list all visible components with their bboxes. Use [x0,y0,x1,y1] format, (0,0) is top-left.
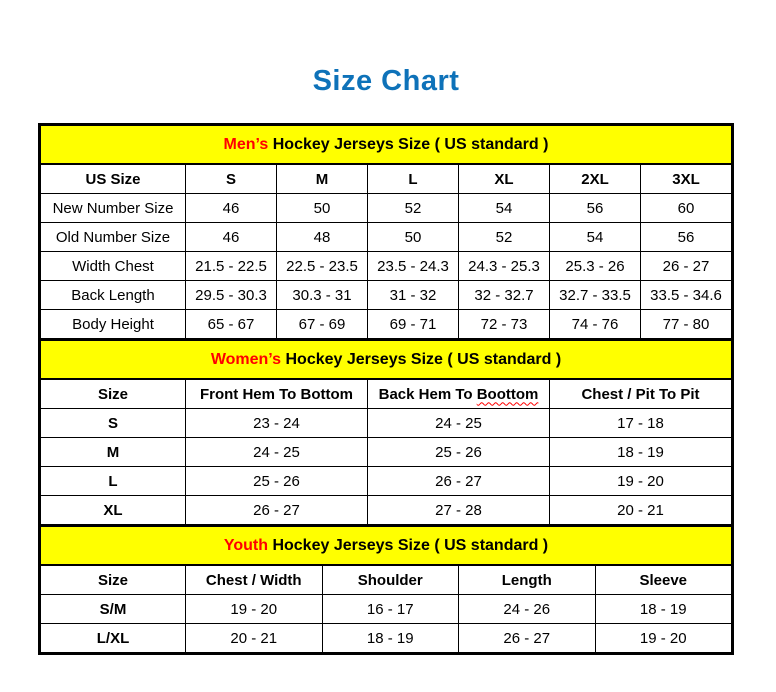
row-label-cell: Width Chest [41,252,186,281]
column-header-cell: S [186,164,277,194]
value-cell: 50 [368,223,459,252]
value-cell: 19 - 20 [550,467,732,496]
mens-band-text: Hockey Jerseys Size ( US standard ) [272,135,549,153]
table-row [41,438,732,467]
column-header-cell: XL [459,164,550,194]
row-label-cell: L [41,467,186,496]
header-text: Back Hem To [378,385,477,403]
value-cell: 24.3 - 25.3 [459,252,550,281]
womens-section-band [41,340,732,379]
row-label-cell: Old Number Size [41,223,186,252]
value-cell: 50 [277,194,368,223]
table-row [41,223,732,252]
value-cell: 23.5 - 24.3 [368,252,459,281]
table-row [41,310,732,339]
value-cell: 25 - 26 [368,438,550,467]
mens-section-band [41,126,732,165]
womens-band-text: Hockey Jerseys Size ( US standard ) [285,350,562,368]
womens-size-table [40,339,732,525]
row-label-cell: Body Height [41,310,186,339]
value-cell: 67 - 69 [277,310,368,339]
value-cell: 20 - 21 [550,496,732,525]
value-cell: 32.7 - 33.5 [550,281,641,310]
value-cell: 26 - 27 [641,252,732,281]
womens-band-cell [41,340,732,379]
column-header-cell: L [368,164,459,194]
column-header-cell: Size [41,565,186,595]
value-cell: 77 - 80 [641,310,732,339]
value-cell: 25 - 26 [186,467,368,496]
value-cell: 48 [277,223,368,252]
value-cell: 65 - 67 [186,310,277,339]
column-header-cell: 3XL [641,164,732,194]
value-cell: 74 - 76 [550,310,641,339]
value-cell: 46 [186,223,277,252]
value-cell: 24 - 25 [368,409,550,438]
column-header-cell: Chest / Width [186,565,323,595]
youth-band-text: Hockey Jerseys Size ( US standard ) [272,536,549,554]
row-label-cell: M [41,438,186,467]
value-cell: 33.5 - 34.6 [641,281,732,310]
value-cell: 16 - 17 [322,595,459,624]
youth-header-row [41,565,732,595]
value-cell: 25.3 - 26 [550,252,641,281]
column-header-cell: US Size [41,164,186,194]
mens-band-highlight: Men’s [223,135,269,153]
value-cell: 20 - 21 [186,624,323,653]
row-label-cell: New Number Size [41,194,186,223]
value-cell: 72 - 73 [459,310,550,339]
table-row [41,281,732,310]
column-header-cell: M [277,164,368,194]
table-row [41,409,732,438]
value-cell: 17 - 18 [550,409,732,438]
column-header-cell-misspelled [368,379,550,409]
value-cell: 52 [368,194,459,223]
value-cell: 69 - 71 [368,310,459,339]
value-cell: 19 - 20 [186,595,323,624]
value-cell: 18 - 19 [322,624,459,653]
row-label-cell: XL [41,496,186,525]
value-cell: 26 - 27 [186,496,368,525]
value-cell: 56 [641,223,732,252]
table-row [41,624,732,653]
value-cell: 23 - 24 [186,409,368,438]
womens-band-highlight: Women’s [210,350,282,368]
table-row [41,595,732,624]
youth-size-table [40,525,732,653]
value-cell: 26 - 27 [368,467,550,496]
value-cell: 19 - 20 [595,624,732,653]
column-header-cell: Size [41,379,186,409]
page-title: Size Chart [312,65,460,97]
value-cell: 54 [459,194,550,223]
value-cell: 22.5 - 23.5 [277,252,368,281]
table-row [41,194,732,223]
table-row [41,252,732,281]
table-row [41,496,732,525]
column-header-cell: Length [459,565,596,595]
mens-band-cell [41,126,732,165]
youth-band-cell [41,526,732,565]
value-cell: 32 - 32.7 [459,281,550,310]
column-header-cell: 2XL [550,164,641,194]
value-cell: 24 - 25 [186,438,368,467]
youth-section-band [41,526,732,565]
value-cell: 30.3 - 31 [277,281,368,310]
value-cell: 54 [550,223,641,252]
table-row [41,467,732,496]
row-label-cell: Back Length [41,281,186,310]
row-label-cell: L/XL [41,624,186,653]
value-cell: 46 [186,194,277,223]
mens-size-table [40,125,732,339]
column-header-cell: Shoulder [322,565,459,595]
value-cell: 18 - 19 [550,438,732,467]
womens-header-row [41,379,732,409]
row-label-cell: S [41,409,186,438]
value-cell: 31 - 32 [368,281,459,310]
value-cell: 18 - 19 [595,595,732,624]
size-chart-table-container [38,123,734,655]
value-cell: 60 [641,194,732,223]
youth-band-highlight: Youth [223,536,268,554]
value-cell: 26 - 27 [459,624,596,653]
spellcheck-underline-word: Boottom [476,385,539,403]
value-cell: 56 [550,194,641,223]
column-header-cell: Chest / Pit To Pit [550,379,732,409]
column-header-cell: Front Hem To Bottom [186,379,368,409]
value-cell: 29.5 - 30.3 [186,281,277,310]
mens-header-row [41,164,732,194]
row-label-cell: S/M [41,595,186,624]
column-header-cell: Sleeve [595,565,732,595]
value-cell: 52 [459,223,550,252]
value-cell: 21.5 - 22.5 [186,252,277,281]
value-cell: 24 - 26 [459,595,596,624]
value-cell: 27 - 28 [368,496,550,525]
